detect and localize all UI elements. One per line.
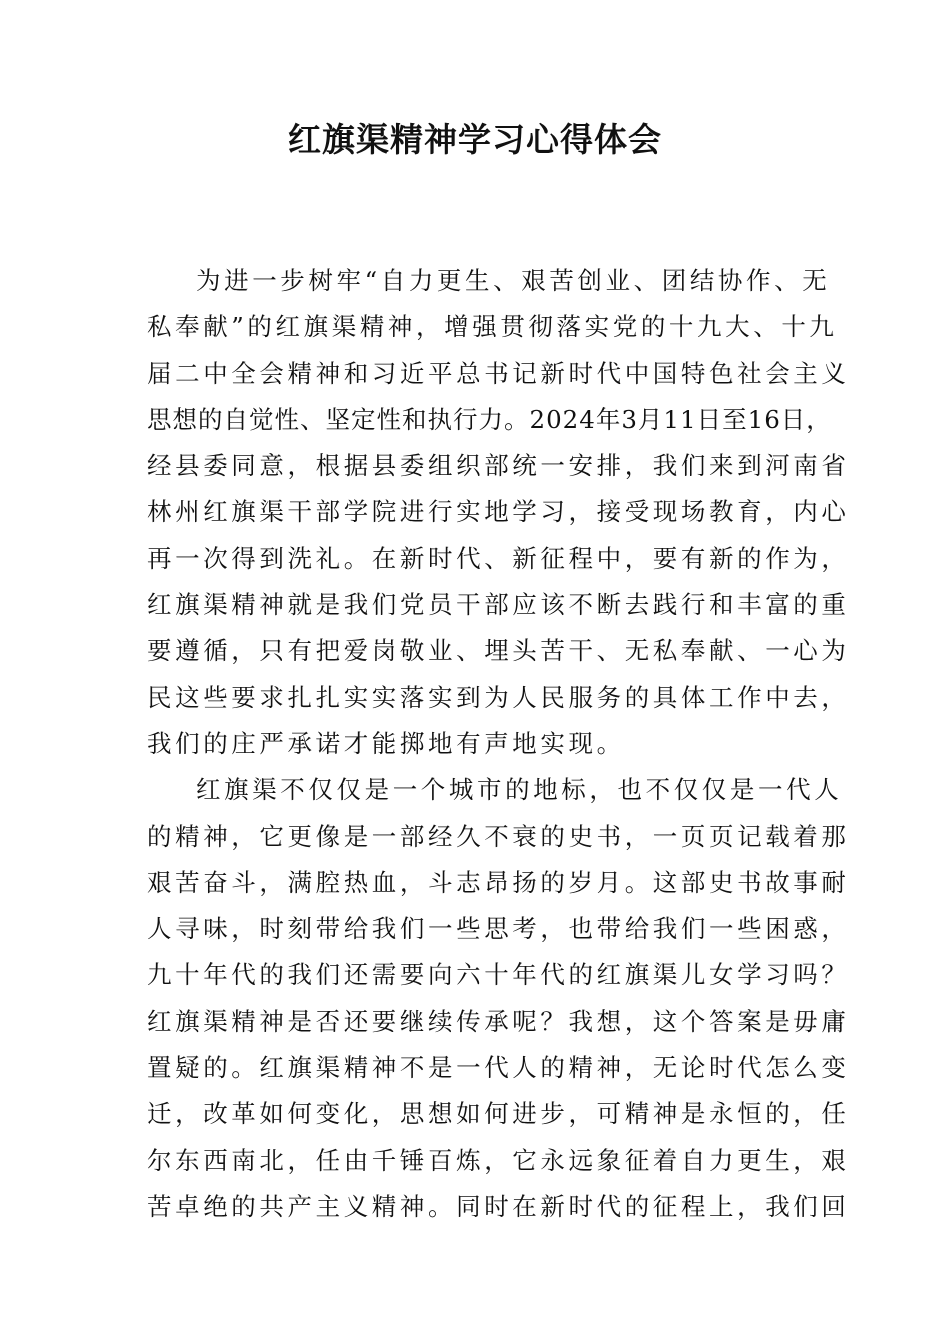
paragraph-line: 红旗渠不仅仅是一个城市的地标，也不仅仅是一代人 — [196, 775, 843, 805]
paragraph-line: 苦卓绝的共产主义精神。同时在新时代的征程上，我们回 — [147, 1191, 850, 1221]
paragraph-line: 再一次得到洗礼。在新时代、新征程中，要有新的作为， — [147, 543, 850, 573]
paragraph-line: 林州红旗渠干部学院进行实地学习，接受现场教育，内心 — [147, 497, 850, 527]
document-body — [147, 258, 850, 1230]
paragraph-line: 的精神，它更像是一部经久不衰的史书，一页页记载着那 — [147, 821, 850, 851]
paragraph-line: 民这些要求扎扎实实落实到为人民服务的具体工作中去， — [147, 682, 850, 712]
paragraph-line: 要遵循，只有把爱岗敬业、埋头苦干、无私奉献、一心为 — [147, 636, 850, 666]
paragraph-line: 迁，改革如何变化，思想如何进步，可精神是永恒的，任 — [147, 1099, 850, 1129]
paragraph-line: 艰苦奋斗，满腔热血，斗志昂扬的岁月。这部史书故事耐 — [147, 867, 850, 897]
paragraph-line: 经县委同意，根据县委组织部统一安排，我们来到河南省 — [147, 451, 850, 481]
paragraph-line: 红旗渠精神是否还要继续传承呢？我想，这个答案是毋庸 — [147, 1006, 850, 1036]
paragraph-line: 届二中全会精神和习近平总书记新时代中国特色社会主义 — [147, 358, 850, 388]
paragraph-line: 思想的自觉性、坚定性和执行力。2024年3月11日至16日， — [147, 404, 832, 434]
paragraph-line: 为进一步树牢“自力更生、艰苦创业、团结协作、无 — [196, 266, 831, 295]
paragraph-1 — [147, 258, 850, 767]
document-title: 红旗渠精神学习心得体会 — [288, 120, 662, 159]
paragraph-line: 我们的庄严承诺才能掷地有声地实现。 — [147, 728, 625, 758]
paragraph-2 — [147, 767, 850, 1230]
paragraph-line: 九十年代的我们还需要向六十年代的红旗渠儿女学习吗？ — [147, 960, 850, 990]
paragraph-line: 置疑的。红旗渠精神不是一代人的精神，无论时代怎么变 — [147, 1053, 850, 1083]
paragraph-line: 尔东西南北，任由千锤百炼，它永远象征着自力更生，艰 — [147, 1145, 850, 1175]
paragraph-line: 人寻味，时刻带给我们一些思考，也带给我们一些困惑， — [147, 914, 850, 944]
paragraph-line: 红旗渠精神就是我们党员干部应该不断去践行和丰富的重 — [147, 590, 850, 620]
paragraph-line: 私奉献”的红旗渠精神，增强贯彻落实党的十九大、十九 — [147, 312, 838, 342]
